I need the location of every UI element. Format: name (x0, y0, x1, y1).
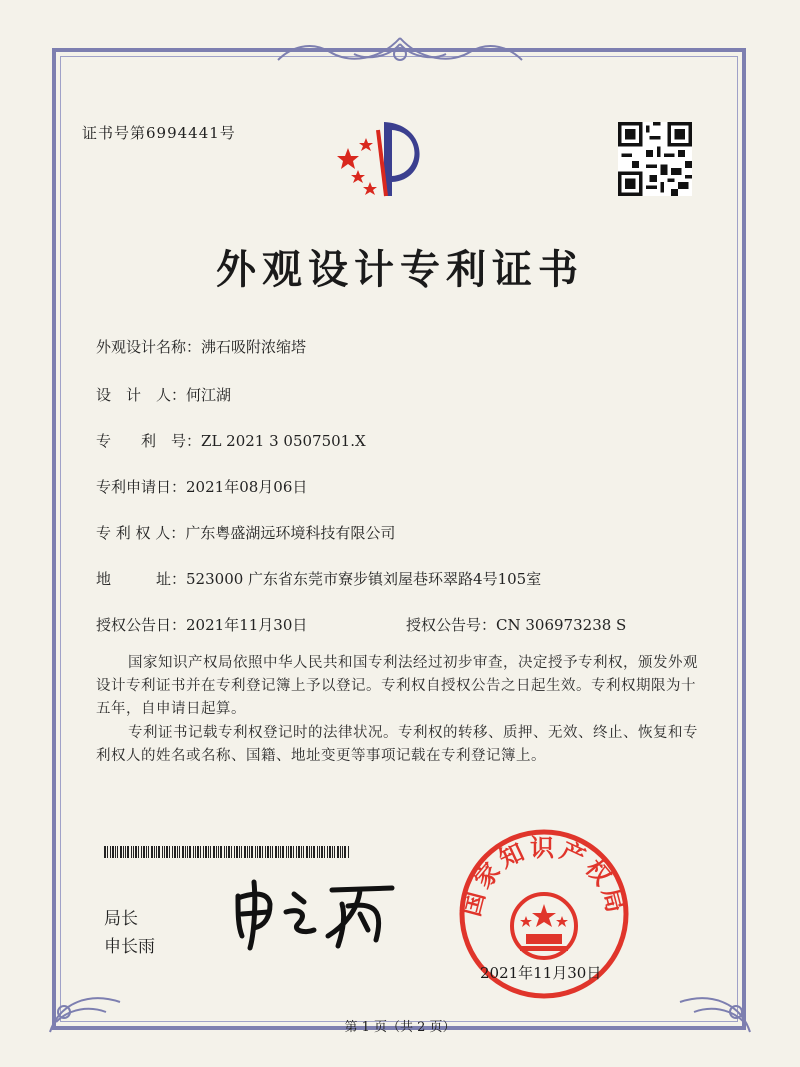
address-value: 523000 广东省东莞市寮步镇刘屋巷环翠路4号105室 (186, 570, 542, 588)
grant-number-label: 授权公告号： (406, 616, 497, 634)
patentee-row (96, 522, 395, 543)
designer-row (96, 384, 231, 405)
grant-number-value: CN 306973238 S (496, 616, 627, 634)
director-signature (224, 874, 404, 954)
seal-date: 2021年11月30日 (480, 964, 602, 982)
grant-statement-paragraph: 国家知识产权局依照中华人民共和国专利法经过初步审查，决定授予专利权，颁发外观设计专利证书并在专利登记簿上予以登记。专利权自授权公告之日起生效。专利权期限为十五年，自申请日起算。 (96, 655, 698, 717)
design-name-value: 沸石吸附浓缩塔 (201, 338, 307, 356)
grant-date-row (96, 614, 307, 635)
address-label: 地 址： (96, 570, 187, 588)
patent-number-value: ZL 2021 3 0507501.X (201, 432, 366, 450)
certificate-title: 外观设计专利证书 (216, 247, 584, 293)
filing-date-row (96, 476, 307, 497)
director-name: 申长雨 (104, 937, 155, 957)
address-row (96, 568, 541, 589)
designer-label: 设 计 人： (96, 386, 187, 404)
designer-value: 何江湖 (186, 386, 232, 404)
grant-date-value: 2021年11月30日 (186, 616, 308, 634)
patent-number-label: 专 利 号： (96, 432, 202, 450)
qr-code-icon (618, 122, 692, 196)
design-name-row (96, 336, 306, 357)
cnipa-logo-icon (330, 112, 440, 202)
barcode-icon (104, 846, 352, 858)
patentee-value: 广东粤盛湖远环境科技有限公司 (185, 524, 396, 542)
legal-status-paragraph: 专利证书记载专利权登记时的法律状况。专利权的转移、质押、无效、终止、恢复和专利权人的姓名或名称、国籍、地址变更等事项记载在专利登记簿上。 (96, 725, 698, 764)
design-name-label: 外观设计名称： (96, 338, 202, 356)
certificate-serial-number: 证书号第6994441号 (82, 124, 236, 142)
filing-date-value: 2021年08月06日 (186, 478, 308, 496)
top-ornament (270, 30, 530, 74)
grant-number-row (406, 614, 626, 635)
director-title: 局长 (104, 909, 138, 929)
grant-date-label: 授权公告日： (96, 616, 187, 634)
page-number: 第 1 页（共 2 页） (344, 1020, 456, 1035)
seal-text: 国家知识产权局 (457, 834, 631, 920)
patentee-label: 专 利 权 人： (96, 524, 186, 542)
filing-date-label: 专利申请日： (96, 478, 187, 496)
patent-number-row (96, 430, 366, 451)
national-emblem-icon (512, 894, 576, 958)
